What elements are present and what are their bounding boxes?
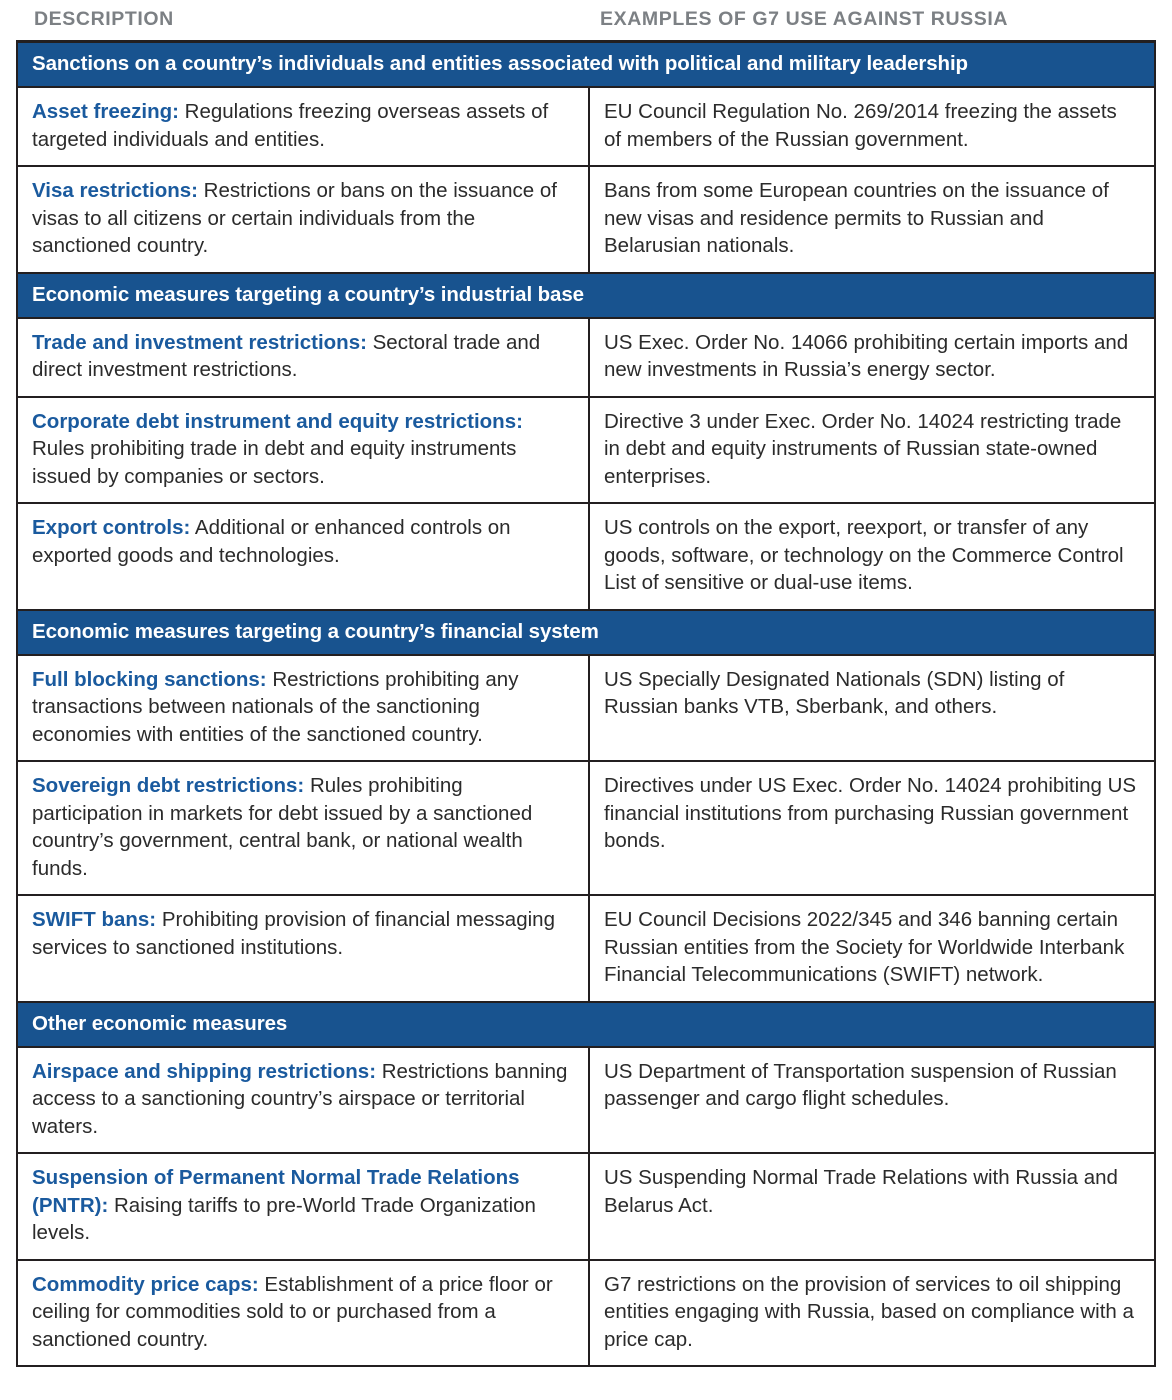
description-cell xyxy=(18,504,590,609)
table-row xyxy=(18,896,1154,1003)
column-header-description: DESCRIPTION xyxy=(34,8,174,30)
section-header: Economic measures targeting a country’s industrial base xyxy=(18,274,1154,319)
example-cell: Directive 3 under Exec. Order No. 14024 restricting trade in debt and equity instruments of Russian state-owned enterprises. xyxy=(604,409,1122,488)
table-row xyxy=(18,1154,1154,1261)
measure-description: Rules prohibiting participation in markets for debt issued by a sanctioned country’s government, central bank, or national wealth funds. xyxy=(32,774,533,880)
measure-term: Trade and investment restrictions: xyxy=(32,330,367,354)
measure-description: Sectoral trade and direct investment restrictions. xyxy=(32,330,541,381)
sanctions-table xyxy=(16,40,1156,1367)
measure-term: Asset freezing: xyxy=(32,100,179,123)
measure-description: Restrictions banning access to a sanctioning country’s airspace or territorial waters. xyxy=(32,1059,568,1138)
table-row xyxy=(18,762,1154,896)
description-cell xyxy=(18,398,590,503)
measure-description: Prohibiting provision of financial messaging services to sanctioned institutions. xyxy=(32,908,555,959)
column-header-examples: EXAMPLES OF G7 USE AGAINST RUSSIA xyxy=(600,8,1009,30)
example-cell: Directives under US Exec. Order No. 14024 prohibiting US financial institutions from purchasing Russian government bonds. xyxy=(604,774,1137,852)
table-row xyxy=(18,1261,1154,1366)
column-headers xyxy=(16,0,1156,40)
table-row xyxy=(18,656,1154,763)
example-cell: US Exec. Order No. 14066 prohibiting certain imports and new investments in Russia’s energy sector. xyxy=(604,330,1129,381)
measure-term: Corporate debt instrument and equity restrictions: xyxy=(32,409,523,433)
example-cell: US Department of Transportation suspension of Russian passenger and cargo flight schedules. xyxy=(604,1059,1117,1110)
description-cell xyxy=(18,1154,590,1259)
measure-description: Restrictions or bans on the issuance of visas to all citizens or certain individuals from the sanctioned country. xyxy=(32,179,557,257)
table-row xyxy=(18,398,1154,505)
example-cell: EU Council Regulation No. 269/2014 freezing the assets of members of the Russian government. xyxy=(604,100,1117,151)
measure-term: Commodity price caps: xyxy=(32,1272,259,1296)
description-cell xyxy=(18,88,590,165)
example-cell: EU Council Decisions 2022/345 and 346 banning certain Russian entities from the Society for Worldwide Interbank Financial Telecommunications (SWIFT) network. xyxy=(604,908,1125,986)
measure-description: Establishment of a price floor or ceiling for commodities sold to or purchased from a sanctioned country. xyxy=(32,1272,553,1351)
description-cell xyxy=(18,319,590,396)
measure-term: Export controls: xyxy=(32,516,191,539)
section-header: Economic measures targeting a country’s financial system xyxy=(18,611,1154,656)
description-cell xyxy=(18,1048,590,1153)
description-cell xyxy=(18,896,590,1001)
measure-term: Airspace and shipping restrictions: xyxy=(32,1059,377,1083)
measure-term: Full blocking sanctions: xyxy=(32,667,267,691)
description-cell xyxy=(18,1261,590,1366)
section-header: Sanctions on a country’s individuals and entities associated with political and military leadership xyxy=(18,43,1154,88)
example-cell: G7 restrictions on the provision of services to oil shipping entities engaging with Russia, based on compliance with a price cap. xyxy=(604,1272,1134,1351)
example-cell: Bans from some European countries on the issuance of new visas and residence permits to Russian and Belarusian nationals. xyxy=(604,179,1109,257)
example-cell: US Specially Designated Nationals (SDN) listing of Russian banks VTB, Sberbank, and others. xyxy=(604,667,1065,718)
table-row xyxy=(18,319,1154,398)
measure-term: SWIFT bans: xyxy=(32,908,157,931)
table-row xyxy=(18,167,1154,274)
measure-term: Suspension of Permanent Normal Trade Relations (PNTR): xyxy=(32,1166,520,1217)
measure-term: Visa restrictions: xyxy=(32,179,198,202)
measure-description: Regulations freezing overseas assets of targeted individuals and entities. xyxy=(32,100,549,151)
table-row xyxy=(18,504,1154,611)
example-cell: US Suspending Normal Trade Relations with Russia and Belarus Act. xyxy=(604,1166,1118,1217)
measure-description: Raising tariffs to pre-World Trade Organization levels. xyxy=(32,1193,536,1244)
measure-description: Rules prohibiting trade in debt and equity instruments issued by companies or sectors. xyxy=(32,437,517,488)
example-cell: US controls on the export, reexport, or transfer of any goods, software, or technology on the Commerce Control List of sensitive or dual-use items. xyxy=(604,516,1124,594)
table-row xyxy=(18,1048,1154,1155)
description-cell xyxy=(18,167,590,272)
description-cell xyxy=(18,762,590,894)
section-header: Other economic measures xyxy=(18,1003,1154,1048)
measure-description: Restrictions prohibiting any transactions between nationals of the sanctioning economies with entities of the sanctioned country. xyxy=(32,667,519,746)
description-cell xyxy=(18,656,590,761)
table-row xyxy=(18,88,1154,167)
measure-description: Additional or enhanced controls on exported goods and technologies. xyxy=(32,516,511,567)
measure-term: Sovereign debt restrictions: xyxy=(32,774,305,797)
